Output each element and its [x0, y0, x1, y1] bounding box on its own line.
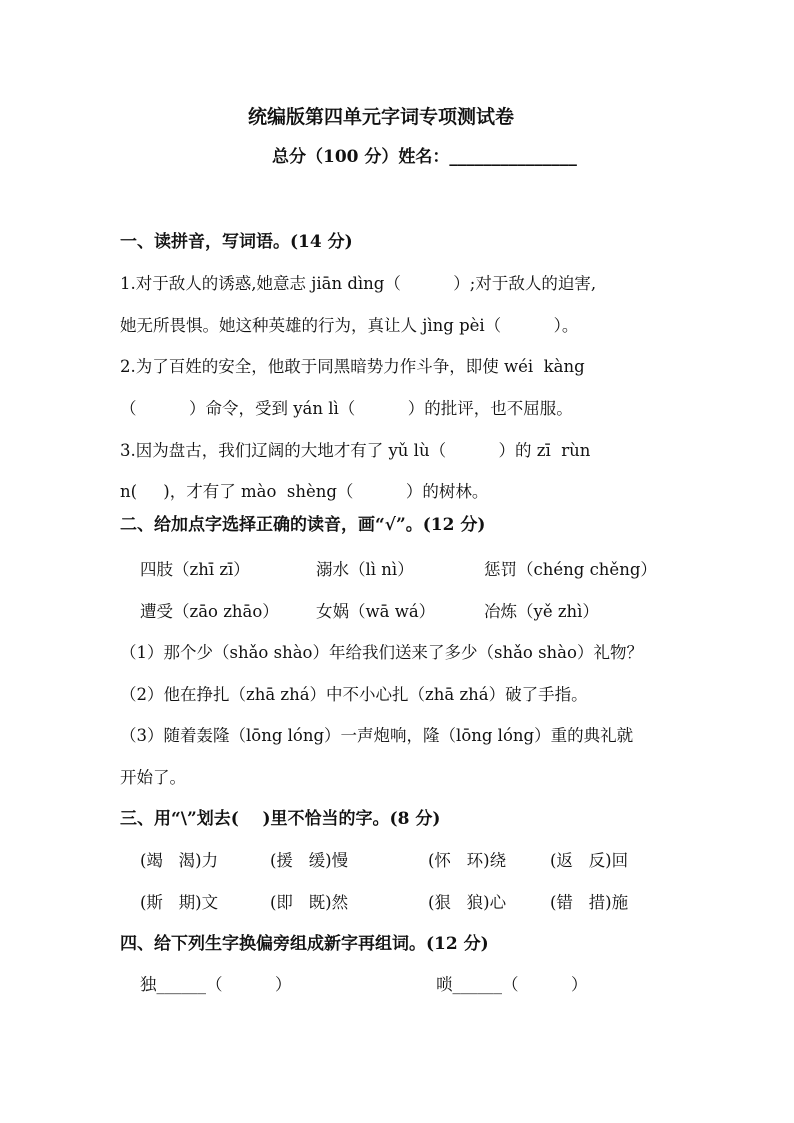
- word-choice-item: (狠 狼)心: [428, 893, 507, 912]
- section1-line: 她无所畏惧。她这种英雄的行为，真让人 jìng pèi（ ）。: [120, 316, 579, 335]
- pinyin-item: 溺水（lì nì）: [316, 560, 414, 579]
- word-choice-item: (怀 环)绕: [428, 851, 507, 870]
- section2-line: （2）他在挣扎（zhā zhá）中不小心扎（zhā zhá）破了手指。: [120, 685, 588, 704]
- page-subtitle: 总分（100 分）姓名：_______________: [272, 147, 577, 167]
- section1-line: 2.为了百姓的安全，他敢于同黑暗势力作斗争，即使 wéi kàng: [120, 357, 585, 376]
- section-heading-1: 一、读拼音，写词语。(14 分): [120, 232, 353, 252]
- word-choice-item: (斯 期)文: [140, 893, 219, 912]
- section1-line: 3.因为盘古，我们辽阔的大地才有了 yǔ lù（ ）的 zī rùn: [120, 441, 591, 460]
- word-choice-item: (竭 渴)力: [140, 851, 219, 870]
- word-choice-item: (即 既)然: [270, 893, 349, 912]
- section2-line: （3）随着轰隆（lōng lóng）一声炮响，隆（lōng lóng）重的典礼就: [120, 726, 634, 745]
- section-heading-3: 三、用“\”划去( )里不恰当的字。(8 分): [120, 809, 441, 829]
- word-choice-item: (错 措)施: [550, 893, 629, 912]
- section-heading-4: 四、给下列生字换偏旁组成新字再组词。(12 分): [120, 934, 489, 954]
- pinyin-item: 四肢（zhī zī）: [140, 560, 250, 579]
- word-choice-item: (援 缓)慢: [270, 851, 349, 870]
- pinyin-item: 遭受（zāo zhāo）: [140, 602, 279, 621]
- page-title: 统编版第四单元字词专项测试卷: [248, 106, 515, 128]
- section1-line: n( )，才有了 mào shèng（ ）的树林。: [120, 482, 489, 501]
- radical-item: 唢______（ ）: [436, 975, 588, 994]
- section1-line: （ ）命令，受到 yán lì（ ）的批评，也不屈服。: [120, 399, 573, 418]
- section1-line: 1.对于敌人的诱惑,她意志 jiān dìng（ ）;对于敌人的迫害,: [120, 274, 597, 293]
- section-heading-2: 二、给加点字选择正确的读音，画“√”。(12 分): [120, 515, 486, 535]
- word-choice-item: (返 反)回: [550, 851, 629, 870]
- pinyin-item: 冶炼（yě zhì）: [484, 602, 599, 621]
- section2-line: （1）那个少（shǎo shào）年给我们送来了多少（shǎo shào）礼物？: [120, 643, 643, 662]
- radical-item: 独______（ ）: [140, 975, 292, 994]
- pinyin-item: 惩罚（chéng chěng）: [484, 560, 657, 579]
- pinyin-item: 女娲（wā wá）: [316, 602, 436, 621]
- section2-line: 开始了。: [120, 768, 186, 787]
